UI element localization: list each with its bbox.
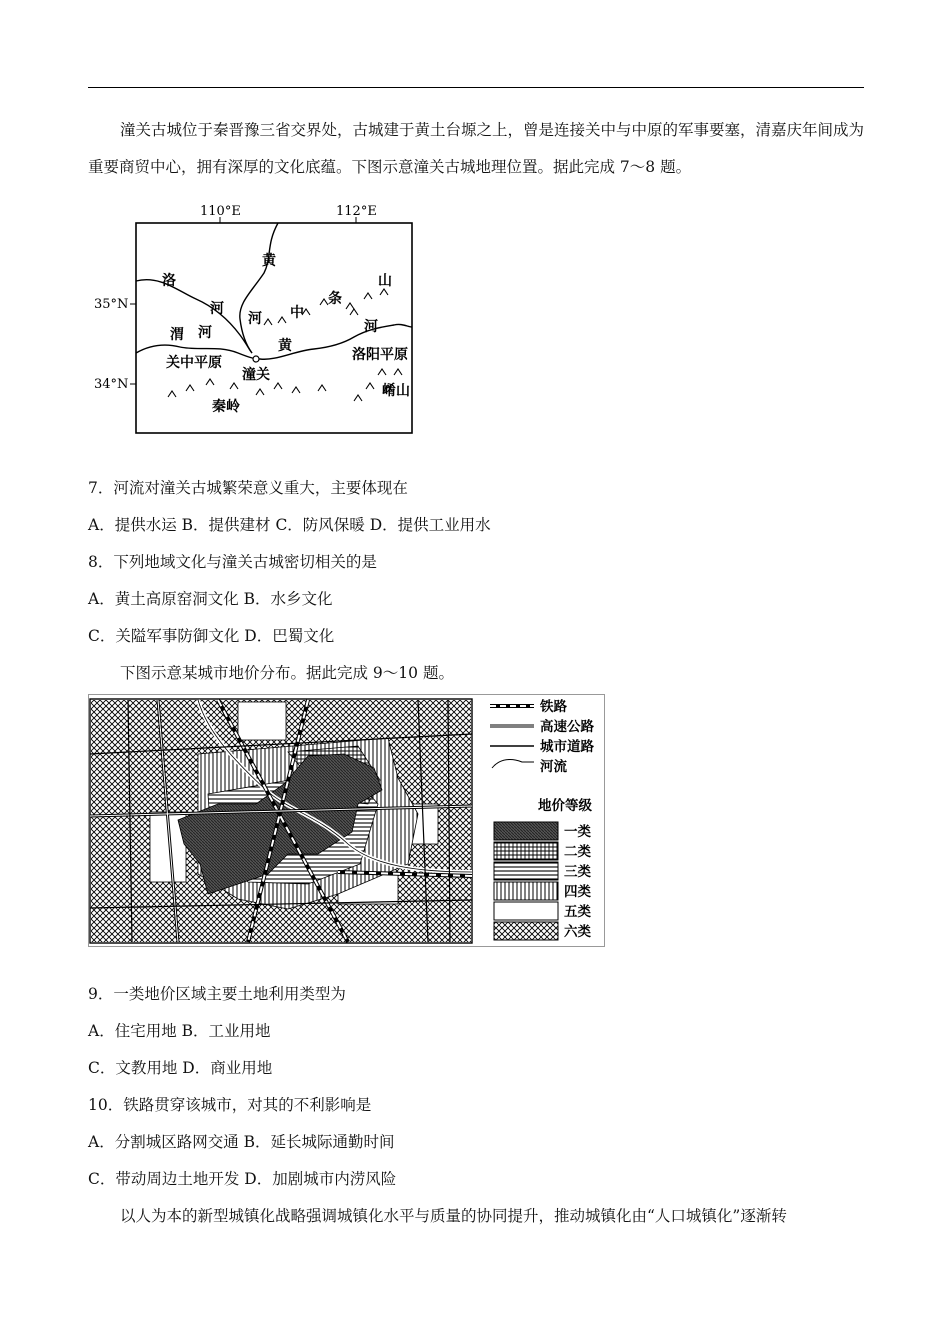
label-guanzhong: 关中平原	[166, 355, 222, 371]
q7-stem: 7．河流对潼关古城繁荣意义重大，主要体现在	[88, 479, 408, 497]
label-he2: 河	[198, 325, 212, 341]
lon-112: 112°E	[336, 204, 377, 219]
lat-35: 35°N	[94, 297, 129, 312]
passage-land-price: 下图示意某城市地价分布。据此完成 9～10 题。	[120, 664, 454, 682]
passage-urbanization: 以人为本的新型城镇化战略强调城镇化水平与质量的协同提升，推动城镇化由“人口城镇化”逐渐转	[120, 1207, 787, 1225]
label-xiaoshan: 崤山	[382, 383, 410, 399]
top-rule	[88, 87, 864, 88]
q8-options-1: A．黄土高原窑洞文化 B．水乡文化	[88, 590, 333, 608]
q9-stem: 9．一类地价区域主要土地利用类型为	[88, 985, 346, 1003]
legend-highway: 高速公路	[540, 719, 594, 735]
legend-grade-2: 二类	[564, 844, 591, 860]
passage-tongguan: 潼关古城位于秦晋豫三省交界处，古城建于黄土台塬之上，曾是连接关中与中原的军事要塞，清嘉庆年间成为重要商贸中心，拥有深厚的文化底蕴。下图示意潼关古城地理位置。据此完成 7～8 题。	[88, 121, 865, 176]
q10-stem: 10．铁路贯穿该城市，对其的不利影响是	[88, 1096, 372, 1114]
label-tiao: 条	[328, 291, 342, 307]
label-luoyang: 洛阳平原	[352, 347, 408, 363]
legend-railway: 铁路	[540, 699, 567, 715]
label-huang-bottom: 黄	[278, 338, 292, 354]
q8-options-2: C．关隘军事防御文化 D．巴蜀文化	[88, 627, 335, 645]
land-price-map	[88, 694, 608, 948]
legend-grade-1: 一类	[564, 824, 591, 840]
label-zhong: 中	[290, 305, 304, 321]
q9-options-2: C．文教用地 D．商业用地	[88, 1059, 273, 1077]
q9-options-1: A．住宅用地 B．工业用地	[88, 1022, 271, 1040]
lon-110: 110°E	[200, 204, 241, 219]
label-tongguan: 潼关	[242, 367, 270, 383]
legend-grade-4: 四类	[564, 884, 591, 900]
label-he-right: 河	[364, 319, 378, 335]
label-qinling: 秦岭	[212, 399, 240, 415]
legend-city-road: 城市道路	[540, 739, 594, 755]
label-wei: 渭	[170, 327, 184, 343]
legend-grade-3: 三类	[564, 864, 591, 880]
label-he1: 河	[210, 301, 224, 317]
legend-grade-6: 六类	[564, 924, 591, 940]
legend-title: 地价等级	[538, 798, 592, 814]
q10-options-1: A．分割城区路网交通 B．延长城际通勤时间	[88, 1133, 395, 1151]
legend-grade-5: 五类	[564, 904, 591, 920]
label-huang-top: 黄	[262, 253, 276, 269]
q8-stem: 8．下列地域文化与潼关古城密切相关的是	[88, 553, 377, 571]
label-shan: 山	[378, 273, 392, 289]
lat-34: 34°N	[94, 377, 129, 392]
legend-river: 河流	[540, 759, 567, 775]
q7-options: A．提供水运 B．提供建材 C．防风保暖 D．提供工业用水	[88, 516, 491, 534]
tongguan-point	[253, 356, 259, 362]
q10-options-2: C．带动周边土地开发 D．加剧城市内涝风险	[88, 1170, 397, 1188]
label-he-mid: 河	[248, 311, 262, 327]
label-luo: 洛	[162, 273, 176, 289]
tongguan-location-map	[88, 195, 418, 445]
